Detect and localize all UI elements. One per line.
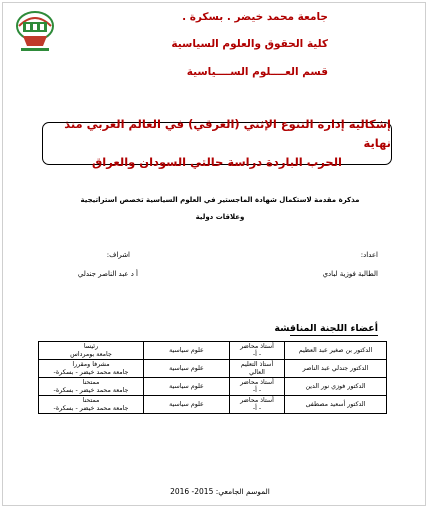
member-rank: أستاذ محاضر - أ- (230, 396, 285, 414)
member-rank: أستاذ التعليم العالي (230, 360, 285, 378)
member-role: ممتحنا جامعة محمد خيضر - بسكرة- (39, 378, 144, 396)
supervised-by-label: اشراف: (106, 251, 130, 259)
member-name: الدكتور أسعيد مصطفى (285, 396, 387, 414)
table-row (39, 396, 387, 414)
member-field: علوم سياسية (144, 378, 230, 396)
department-name: قسم العــــلوم الســــياسية (186, 66, 328, 78)
member-name: الدكتور فوزي نور الدين (285, 378, 387, 396)
academic-year: الموسم الجامعي: 2015- 2016 (170, 487, 270, 496)
university-name: جامعة محمد خيضر . بسكرة . (182, 11, 328, 23)
student-name: الطالبة فوزية لبادي (322, 270, 378, 278)
table-row (39, 360, 387, 378)
member-role: رئيسا جامعة بومرداس (39, 342, 144, 360)
thesis-title-box (42, 117, 392, 169)
table-row (39, 378, 387, 396)
thesis-title-line-1: إشكالية إدارة التنوع الإثني (العرقي) في العالم العربي منذ نهاية (64, 117, 391, 150)
supervisor-name: أ د عبد الناصر جندلي (77, 270, 138, 278)
member-field: علوم سياسية (144, 396, 230, 414)
prepared-by-label: اعداد: (360, 251, 378, 259)
committee-title-underline (290, 335, 378, 336)
table-row (39, 342, 387, 360)
member-rank: أستاذ محاضر - أ- (230, 378, 285, 396)
member-role: مشرفا ومقررا جامعة محمد خيضر - بسكرة- (39, 360, 144, 378)
member-field: علوم سياسية (144, 360, 230, 378)
member-name: الدكتور بن صغير عبد العظيم (285, 342, 387, 360)
thesis-subtitle-line-1: مذكرة مقدمة لاستكمال شهادة الماجستير في العلوم السياسية تخصص استراتيجية (80, 196, 360, 204)
thesis-subtitle-line-2: وعلاقات دولية (195, 213, 245, 221)
committee-title: أعضاء اللجنة المناقشة (274, 323, 378, 334)
committee-table (38, 341, 387, 414)
member-role: ممتحنا جامعة محمد خيضر - بسكرة- (39, 396, 144, 414)
faculty-name: كلية الحقوق والعلوم السياسية (171, 38, 328, 50)
member-field: علوم سياسية (144, 342, 230, 360)
member-name: الدكتور جندلي عبد الناصر (285, 360, 387, 378)
university-logo (13, 8, 57, 54)
thesis-title-line-2: الحرب الباردة دراسة حالتي السودان والعراق (92, 155, 342, 169)
member-rank: أستاذ محاضر - أ- (230, 342, 285, 360)
